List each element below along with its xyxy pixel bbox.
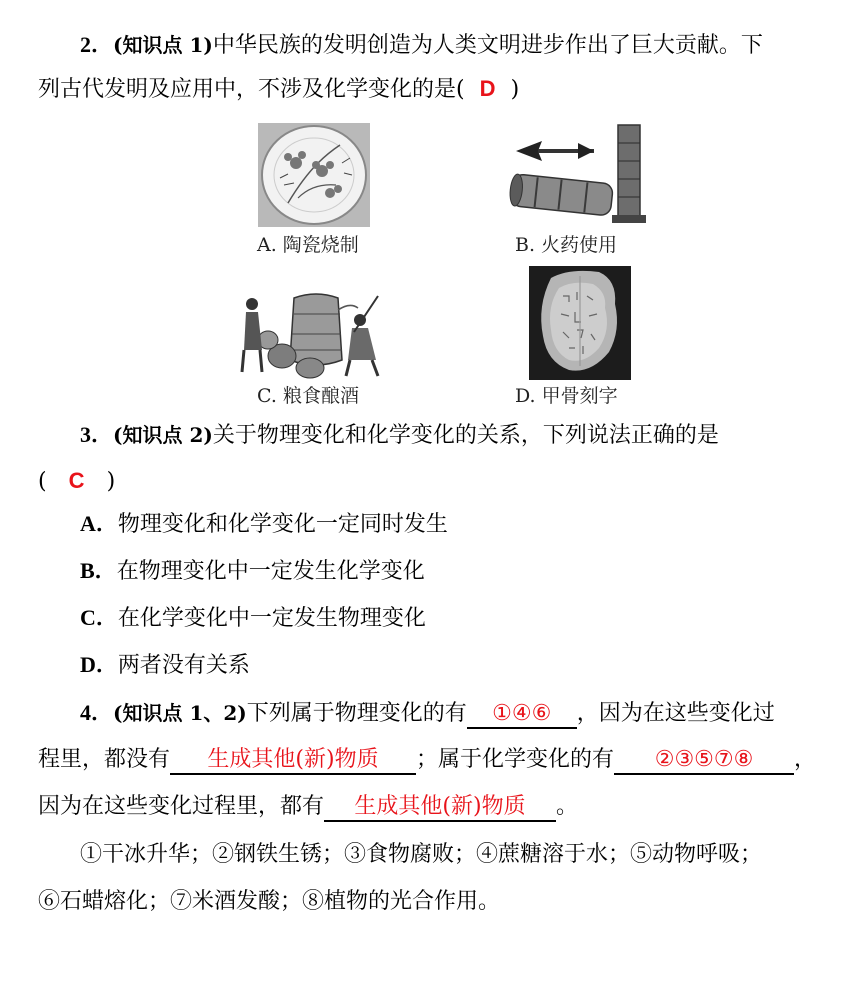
q3-option-a-text: 物理变化和化学变化一定同时发生 — [117, 512, 448, 537]
q3-knowledge-tag: (知识点 2) — [113, 423, 213, 447]
q4-items-line-1: ①干冰升华；②钢铁生锈；③食物腐败；④蔗糖溶于水；⑤动物呼吸； — [80, 842, 763, 867]
option-d-caption: D. 甲骨刻字 — [515, 385, 618, 407]
q3-option-b-letter: B． — [80, 558, 117, 583]
q3-option-b — [80, 556, 425, 587]
q4-text-5: ， — [794, 747, 817, 772]
q3-option-c-text: 在化学变化中一定发生物理变化 — [117, 606, 426, 631]
q4-text-6: 因为在这些变化过程里，都有 — [38, 794, 325, 819]
q3-close-paren: ) — [106, 469, 116, 494]
q3-line-2 — [38, 466, 115, 497]
q2-answer: D — [479, 76, 496, 101]
q2-stem-part2: 列古代发明及应用中，不涉及化学变化的是( — [38, 77, 465, 102]
q3-option-c-letter: C． — [80, 605, 118, 630]
porcelain-plate-icon — [258, 123, 370, 227]
q4-items-line-2: ⑥石蜡熔化；⑦米酒发酸；⑧植物的光合作用。 — [38, 889, 501, 914]
q4-blank-physical: ①④⑥ — [467, 701, 577, 729]
q3-option-b-text: 在物理变化中一定发生化学变化 — [116, 559, 425, 584]
q3-stem: 关于物理变化和化学变化的关系，下列说法正确的是 — [212, 423, 719, 448]
q2-line-1 — [80, 30, 763, 61]
q3-option-a — [80, 509, 448, 540]
q4-line-2 — [38, 745, 816, 775]
q4-number: 4． — [80, 700, 114, 725]
oracle-bone-icon — [529, 266, 631, 380]
q2-line-2 — [38, 74, 519, 105]
q4-blank-reason-2: 生成其他(新)物质 — [324, 794, 556, 822]
gunpowder-weapon-icon — [508, 123, 646, 225]
q2-close-paren: ) — [510, 77, 520, 102]
q3-number: 3． — [80, 422, 114, 447]
q4-line-3 — [38, 792, 578, 822]
option-a-caption: A. 陶瓷烧制 — [257, 234, 359, 256]
q3-open-paren: ( — [38, 469, 47, 494]
q2-knowledge-tag: (知识点 1) — [113, 33, 213, 57]
q2-number: 2． — [80, 32, 114, 57]
q4-text-4: ；属于化学变化的有 — [416, 747, 615, 772]
option-c-caption: C. 粮食酿酒 — [257, 385, 359, 407]
q3-option-d-text: 两者没有关系 — [117, 653, 250, 678]
q4-blank-chemical: ②③⑤⑦⑧ — [614, 747, 794, 775]
q4-line-1 — [80, 698, 775, 729]
q4-knowledge-tag: (知识点 1、2) — [113, 701, 247, 725]
q3-option-a-letter: A． — [80, 511, 118, 536]
q3-option-d — [80, 650, 250, 681]
wine-brewing-icon — [238, 290, 386, 380]
q4-text-2: ，因为在这些变化过 — [576, 701, 775, 726]
option-b-caption: B. 火药使用 — [515, 234, 618, 256]
q4-text-3: 程里，都没有 — [38, 747, 171, 772]
q3-answer: C — [68, 468, 85, 493]
q3-option-c — [80, 603, 426, 634]
q4-blank-reason-1: 生成其他(新)物质 — [170, 747, 416, 775]
q3-option-d-letter: D． — [80, 652, 118, 677]
q3-line-1 — [80, 420, 719, 451]
q4-text-1: 下列属于物理变化的有 — [246, 701, 467, 726]
q2-stem-part1: 中华民族的发明创造为人类文明进步作出了巨大贡献。下 — [212, 33, 763, 58]
q4-text-7: 。 — [556, 794, 579, 819]
